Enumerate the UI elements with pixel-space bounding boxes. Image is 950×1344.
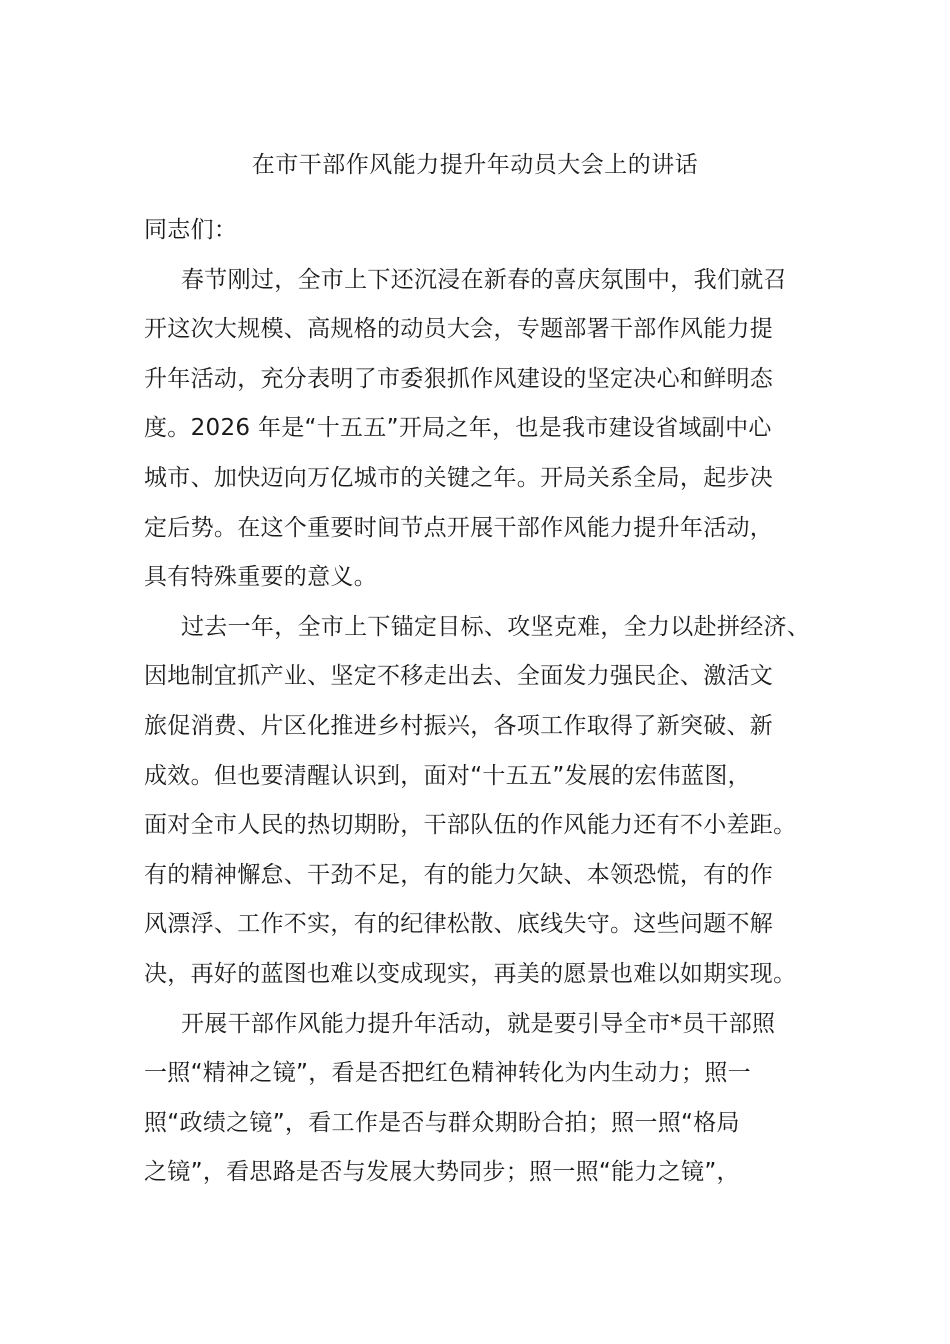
paragraph-line: 成效。但也要清醒认识到，面对“十五五”发展的宏伟蓝图，: [144, 762, 751, 789]
document-body: [144, 206, 824, 1198]
paragraph-line: 有的精神懈怠、干劲不足，有的能力欠缺、本领恐慌，有的作: [144, 861, 774, 888]
paragraph-line: 具有特殊重要的意义。: [144, 564, 377, 591]
paragraph-line: 开展干部作风能力提升年活动，就是要引导全市*员干部照: [181, 1010, 776, 1037]
paragraph-line: 面对全市人民的热切期盼，干部队伍的作风能力还有不小差距。: [144, 812, 797, 839]
paragraph-line: 一照“精神之镜”，看是否把红色精神转化为内生动力；照一: [144, 1060, 751, 1087]
paragraph-line: 照“政绩之镜”，看工作是否与群众期盼合拍；照一照“格局: [144, 1109, 740, 1136]
paragraph-line: 过去一年，全市上下锚定目标、攻坚克难，全力以赴拼经济、: [181, 613, 811, 640]
paragraph-line: 决，再好的蓝图也难以变成现实，再美的愿景也难以如期实现。: [144, 960, 797, 987]
salutation-line: 同志们：: [144, 217, 238, 243]
paragraph-line: 度。2026 年是“十五五”开局之年，也是我市建设省域副中心: [144, 415, 772, 442]
paragraph-line: 旅促消费、片区化推进乡村振兴，各项工作取得了新突破、新: [144, 712, 774, 739]
paragraph-line: 开这次大规模、高规格的动员大会，专题部署干部作风能力提: [144, 316, 774, 343]
paragraph-line: 城市、加快迈向万亿城市的关键之年。开局关系全局，起步决: [144, 464, 774, 491]
document-title: 在市干部作风能力提升年动员大会上的讲话: [251, 152, 699, 178]
paragraph-line: 定后势。在这个重要时间节点开展干部作风能力提升年活动，: [144, 514, 774, 541]
paragraph-line: 风漂浮、工作不实，有的纪律松散、底线失守。这些问题不解: [144, 911, 774, 938]
paragraph-line: 春节刚过，全市上下还沉浸在新春的喜庆氛围中，我们就召: [181, 266, 787, 293]
paragraph-line: 因地制宜抓产业、坚定不移走出去、全面发力强民企、激活文: [144, 663, 774, 690]
paragraph-line: 之镜”，看思路是否与发展大势同步；照一照“能力之镜”，: [144, 1159, 740, 1186]
paragraph-line: 升年活动，充分表明了市委狠抓作风建设的坚定决心和鲜明态: [144, 365, 774, 392]
